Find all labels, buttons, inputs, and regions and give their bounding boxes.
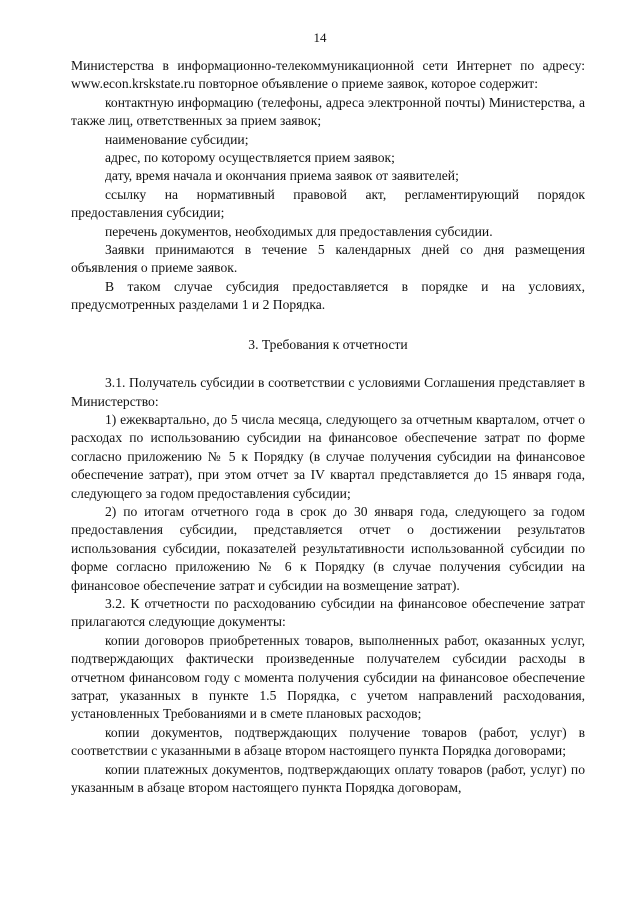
paragraph: 3.2. К отчетности по расходованию субсидии на финансовое обеспечение затрат прилагаются следующие документы: [71,595,585,630]
paragraph: адрес, по которому осуществляется прием заявок; [105,150,395,166]
document-body [71,57,585,797]
paragraph: Заявки принимаются в течение 5 календарных дней со дня размещения объявления о приеме заявок. [71,242,585,276]
paragraph: ссылку на нормативный правовой акт, регламентирующий порядок предоставления субсидии; [71,186,585,221]
paragraph: перечень документов, необходимых для предоставления субсидии. [105,223,493,239]
paragraph: 1) ежеквартально, до 5 числа месяца, следующего за отчетным кварталом, отчет о расходах по использованию субсидии на финансовое обеспечение затрат по форме согласно приложению № 5 к Порядку (в случае получения субсидии на финансовое обеспечение затрат), при этом отчет за IV квартал представляется до 15 января года, следующего за годом предоставления субсидии; [71,411,585,501]
paragraph: наименование субсидии; [105,131,249,147]
paragraph: копии платежных документов, подтверждающих оплату товаров (работ, услуг) по указанным в абзаце втором настоящего пункта Порядка договорам, [71,761,585,796]
paragraph: копии документов, подтверждающих получение товаров (работ, услуг) в соответствии с указанными в абзаце втором настоящего пункта Порядка договорами; [71,724,585,759]
paragraph: 2) по итогам отчетного года в срок до 30 января года, следующего за годом предоставления субсидии, представляется отчет о достижении результатов использования субсидии, показателей результативности использованной субсидии по форме согласно приложению № 6 к Порядку (в случае получения субсидии на финансовое обеспечение затрат и субсидии на возмещение затрат). [71,503,585,593]
page-number: 14 [313,30,327,45]
paragraph: 3.1. Получатель субсидии в соответствии с условиями Соглашения представляет в Министерство: [71,375,585,409]
paragraph: Министерства в информационно-телекоммуникационной сети Интернет по адресу: www.econ.krskstate.ru повторное объявление о приеме заявок, которое содержит: [71,58,585,92]
section-heading: 3. Требования к отчетности [248,336,408,352]
paragraph: В таком случае субсидия предоставляется в порядке и на условиях, предусмотренных разделами 1 и 2 Порядка. [71,278,585,313]
paragraph: копии договоров приобретенных товаров, выполненных работ, оказанных услуг, подтверждающих фактически произведенные получателем субсидии расходы в отчетном финансовом году с момента получения субсидии на финансовое обеспечение затрат, указанных в пункте 1.5 Порядка, с учетом направлений расходования, установленных Требованиями и в смете плановых расходов; [71,632,585,722]
paragraph: контактную информацию (телефоны, адреса электронной почты) Министерства, а также лиц, ответственных за прием заявок; [71,94,585,129]
paragraph: дату, время начала и окончания приема заявок от заявителей; [105,168,459,184]
